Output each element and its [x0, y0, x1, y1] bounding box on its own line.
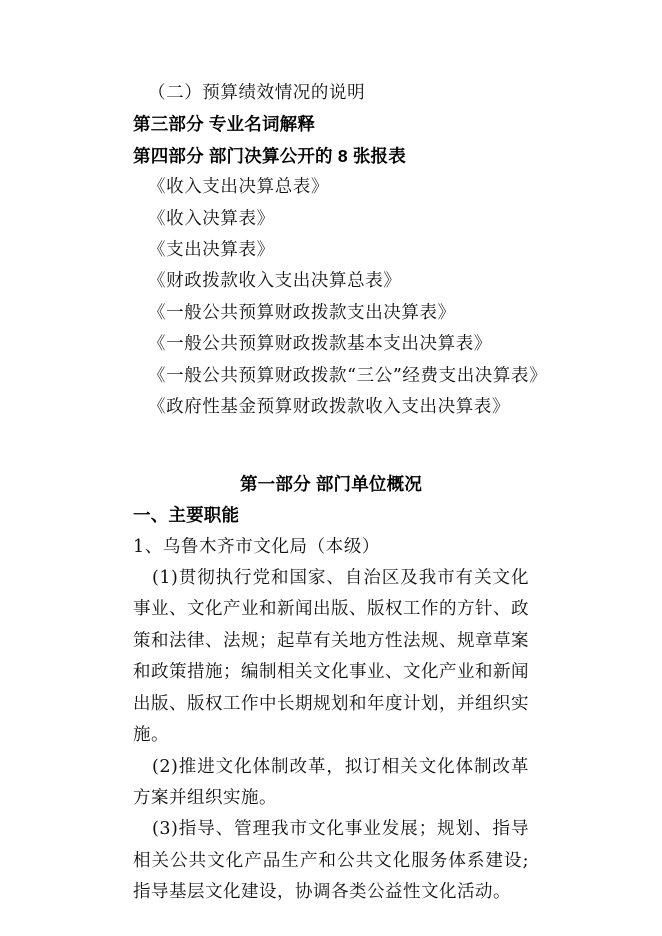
- toc-heading-part-four: 第四部分 部门决算公开的 8 张报表: [133, 145, 406, 166]
- section-gap: [133, 423, 529, 454]
- report-table-item: 《收入决算表》: [148, 208, 275, 229]
- toc-heading-part-three: 第三部分 专业名词解释: [133, 114, 316, 135]
- duty-paragraph-1: (1)贯彻执行党和国家、自治区及我市有关文化事业、文化产业和新闻出版、版权工作的方针、政策和法律、法规；起草有关地方性法规、规章草案和政策措施；编制相关文化事业、文化产业和新闻出版、版权工作中长期规划和年度计划，并组织实施。: [133, 568, 529, 746]
- report-table-item: 《收入支出决算总表》: [148, 177, 329, 198]
- report-table-item: 《政府性基金预算财政拨款收入支出决算表》: [148, 397, 510, 418]
- section-gap-small: [133, 455, 529, 469]
- report-table-item: 《财政拨款收入支出决算总表》: [148, 271, 402, 292]
- report-table-item: 《一般公共预算财政拨款基本支出决算表》: [148, 334, 492, 355]
- duty-paragraph-3: (3)指导、管理我市文化事业发展；规划、指导相关公共文化产品生产和公共文化服务体系建设; 指导基层文化建设，协调各类公益性文化活动。: [133, 819, 529, 903]
- part-one-heading: 第一部分 部门单位概况: [239, 473, 423, 494]
- toc-item-section-two: （二）预算绩效情况的说明: [148, 83, 366, 103]
- report-table-item: 《一般公共预算财政拨款支出决算表》: [148, 302, 456, 323]
- page-content: [133, 78, 548, 909]
- report-table-item: 《支出决算表》: [148, 240, 275, 261]
- section-heading-main-duties: 一、主要职能: [133, 505, 240, 526]
- entity-heading-culture-bureau: 1、乌鲁木齐市文化局（本级）: [133, 536, 381, 557]
- report-table-item: 《一般公共预算财政拨款“三公”经费支出决算表》: [148, 365, 548, 386]
- duty-paragraph-2: (2)推进文化体制改革，拟订相关文化体制改革方案并组织实施。: [133, 756, 529, 808]
